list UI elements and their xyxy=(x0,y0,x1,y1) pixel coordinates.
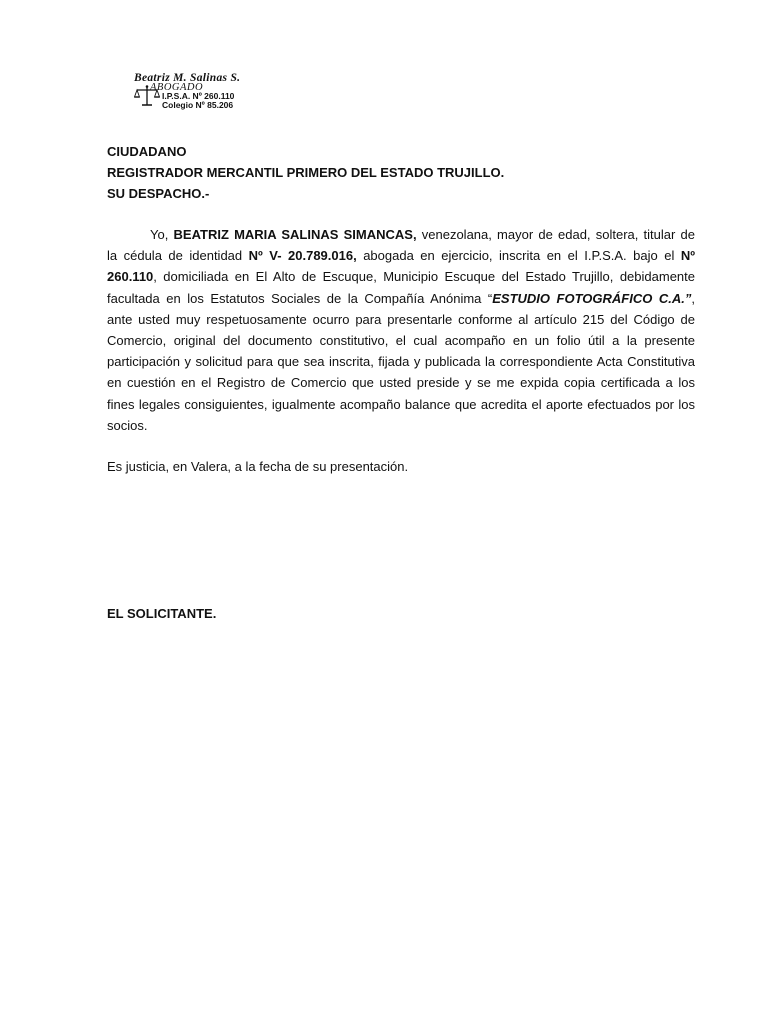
letterhead-ipsa: I.P.S.A. Nº 260.110 xyxy=(162,91,235,101)
addressee-line-3: SU DESPACHO.- xyxy=(107,186,210,201)
company-name: ESTUDIO FOTOGRÁFICO C.A.” xyxy=(492,290,692,306)
body-text-5: , ante usted muy respetuosamente ocurro para presentarle conforme al artículo 215 del Código de Comercio, original del documento constitutivo, el cual acompaño en un folio útil a la presente participación y solicitud para que sea inscrita, fijada y publicada la correspondiente Acta Constitutiva en cuestión en el Registro de Comercio que usted preside y se me expida copia certificada a los fines legales consiguientes, igualmente acompaño balance que acredita el aporte efectuados por los socios. xyxy=(107,290,695,433)
letterhead-name: Beatriz M. Salinas S. xyxy=(134,72,241,84)
body-text-4: , domiciliada en El Alto de Escuque, Municipio Escuque del Estado Trujillo, debidamente facultada en los Estatutos Sociales de la Compañía Anónima “ xyxy=(107,269,695,306)
body-paragraph xyxy=(107,224,695,436)
body-text-3: abogada en ejercicio, inscrita en el I.P.S.A. bajo el xyxy=(356,248,681,264)
scales-of-justice-icon xyxy=(134,84,160,108)
body-text-2: venezolana, mayor de edad, soltera, titular de la cédula de identidad xyxy=(107,227,695,264)
applicant-name: BEATRIZ MARIA SALINAS SIMANCAS, xyxy=(173,227,417,242)
letterhead xyxy=(134,72,314,112)
signer-label: EL SOLICITANTE. xyxy=(107,606,217,621)
addressee-block xyxy=(107,141,667,204)
body-text-1: Yo, xyxy=(150,227,174,242)
addressee-line-2: REGISTRADOR MERCANTIL PRIMERO DEL ESTADO TRUJILLO. xyxy=(107,165,505,180)
letterhead-title: ABOGADO xyxy=(150,82,204,93)
cedula-number: Nº V- 20.789.016, xyxy=(248,248,357,264)
addressee-line-1: CIUDADANO xyxy=(107,144,187,159)
ipsa-number: Nº 260.110 xyxy=(107,248,695,285)
letterhead-colegio: Colegio Nº 85.206 xyxy=(162,100,234,110)
closing-line: Es justicia, en Valera, a la fecha de su presentación. xyxy=(107,459,409,474)
